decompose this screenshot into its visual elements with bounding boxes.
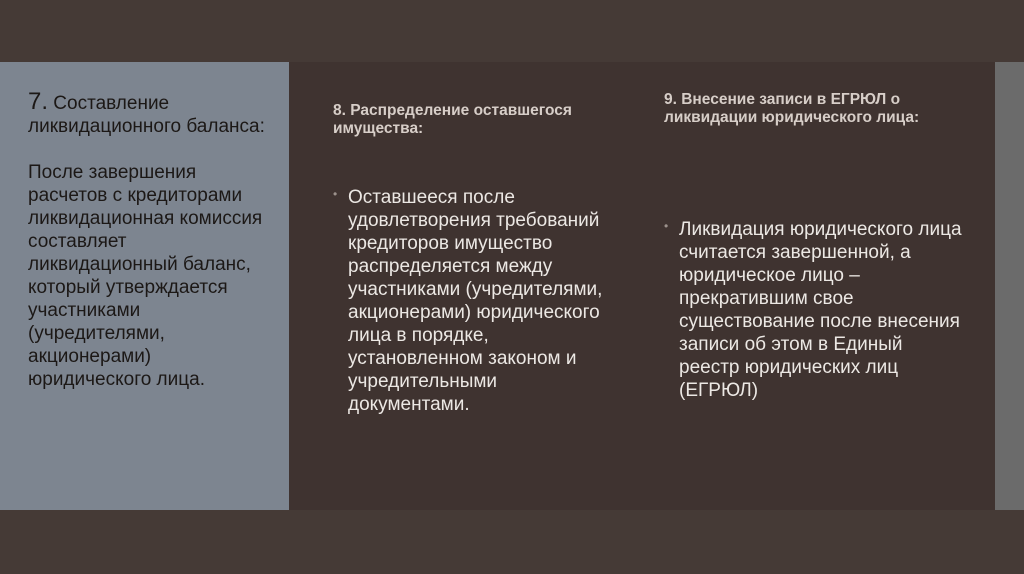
step-9-heading: 9. Внесение записи в ЕГРЮЛ о ликвидации юридического лица:	[664, 91, 920, 126]
step-8-body: Оставшееся после удовлетворения требований кредиторов имущество распределяется между участниками (учредителями, акционерами) юридического лица в порядке, установленном законом и учредительными документами.	[348, 187, 603, 415]
bullet-icon: •	[664, 219, 669, 233]
column-step-8	[333, 102, 623, 416]
step-9-body: Ликвидация юридического лица считается завершенной, а юридическое лицо – прекратившим свое существование после внесения записи об этом в Единый реестр юридических лиц (ЕГРЮЛ)	[679, 219, 962, 401]
right-accent-panel	[995, 62, 1024, 510]
column-step-7	[28, 90, 278, 391]
step-7-heading	[28, 90, 278, 138]
step-8-heading: 8. Распределение оставшегося имущества:	[333, 102, 572, 137]
step-7-title: Составление ликвидационного баланса:	[28, 93, 265, 137]
step-9-bullet	[664, 218, 964, 402]
step-8-bullet	[333, 186, 623, 416]
column-step-9	[664, 91, 964, 402]
bullet-icon: •	[333, 187, 338, 201]
step-7-number: 7.	[28, 88, 49, 115]
step-7-body: После завершения расчетов с кредиторами ликвидационная комиссия составляет ликвидационный баланс, который утверждается участниками (учредителями, акционерами) юридического лица.	[28, 162, 263, 390]
